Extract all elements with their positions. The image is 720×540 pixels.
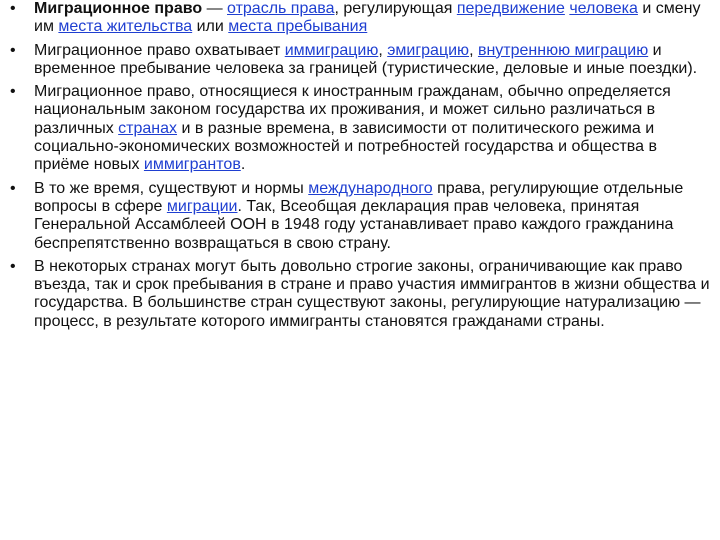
text: , [378,41,388,59]
bullet-icon: • [10,0,16,17]
bullet-item-strict-laws [8,258,714,331]
bullet-icon: • [10,83,16,101]
text: . Так, Всеобщая декларация прав человека, принятая Генеральной Ассамблеей ООН в 1948 году устанавливает право каждого гражданина беспрепятственно возвращаться в свою страну. [34,197,674,252]
text: и временное пребывание человека за границей (туристические, деловые и иные поездки). [34,41,698,77]
link-emigratsiya[interactable]: эмиграцию [387,41,470,59]
bullet-icon: • [10,257,16,275]
text: , регулирующая [334,0,457,17]
text: . [240,156,246,174]
link-chelovek[interactable]: человека [569,0,638,17]
link-immigranty[interactable]: иммигрантов [143,156,241,174]
link-vnutrennyaya-migratsiya[interactable]: внутреннюю миграцию [477,41,649,59]
link-strany[interactable]: странах [118,119,178,137]
link-immigratsiya[interactable]: иммиграцию [284,41,379,59]
text: Миграционное право охватывает [34,41,285,59]
text: В то же время, существуют и нормы [34,179,309,197]
text: и в разные времена, в зависимости от политического режима и социально-экономических возможностей и потребностей государства и общества в приёме новых [34,119,657,174]
link-mesto-zhitelstva[interactable]: места жительства [58,18,193,36]
bullet-item-definition [8,0,714,37]
term-migration-law: Миграционное право [34,0,203,17]
link-migratsiya[interactable]: миграции [166,197,238,215]
text: В некоторых странах могут быть довольно строгие законы, ограничивающие как право въезда, так и срок пребывания в стране и право участия иммигрантов в жизни общества и государства. В большинстве стран существуют законы, регулирующие натурализацию — процесс, в результате которого иммигранты становятся гражданами страны. [34,257,710,330]
text: и смену им [34,0,701,36]
text: права, регулирующие отдельные вопросы в сфере [34,179,684,215]
bullet-item-international-law [8,180,714,253]
link-otrasl-prava[interactable]: отрасль права [227,0,335,17]
text: — [202,0,228,17]
link-mezhdunarodnoe[interactable]: международного [308,179,433,197]
bullet-icon: • [10,41,16,59]
link-peredvizhenie[interactable]: передвижение [456,0,565,17]
text: , [469,41,478,59]
link-mesto-prebyvaniya[interactable]: места пребывания [228,18,368,36]
bullet-item-scope [8,42,714,79]
bullet-item-national-law [8,83,714,174]
text: или [192,18,229,36]
text: Миграционное право, относящиеся к иностранным гражданам, обычно определяется национальным законом государства их проживания, и может сильно различаться в различных [34,83,671,137]
bullet-list [8,0,714,336]
bullet-icon: • [10,179,16,197]
